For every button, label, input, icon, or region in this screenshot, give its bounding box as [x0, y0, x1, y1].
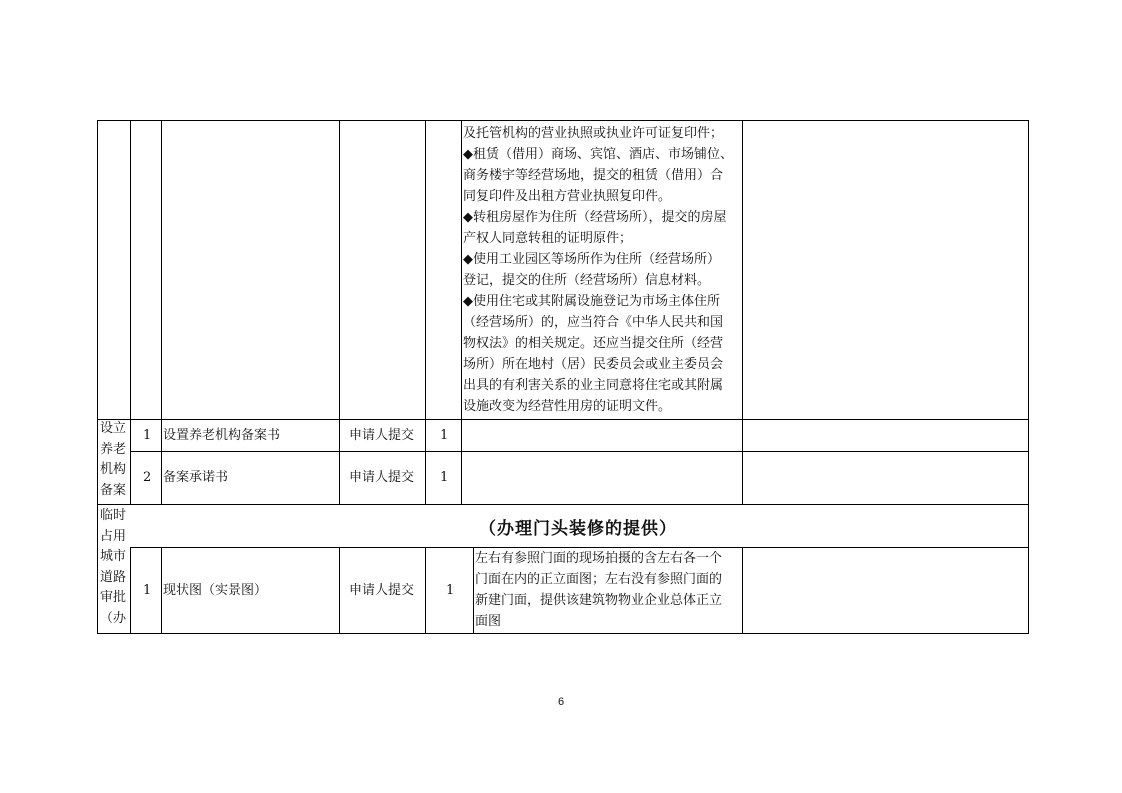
requirement-line: 新建门面，提供该建筑物物业企业总体正立 [475, 593, 723, 608]
requirement-line: 登记，提交的住所（经营场所）信息材料。 [463, 273, 711, 288]
requirement-line: 出具的有利害关系的业主同意将住宅或其附属 [463, 378, 724, 393]
section-name-line: 占用 [99, 528, 126, 544]
requirement-line: ◆使用住宅或其附属设施登记为市场主体住所 [463, 294, 720, 309]
table-bottom-border [97, 633, 1029, 634]
copies-count: 1 [440, 428, 449, 443]
material-source: 申请人提交 [349, 428, 415, 443]
row-number: 1 [143, 428, 152, 443]
col-border-e2 [473, 547, 474, 634]
requirement-line: ◆使用工业园区等场所作为住所（经营场所） [463, 252, 720, 267]
section-name-line: 机构 [99, 462, 126, 477]
row-divider-2 [130, 451, 1029, 452]
col-border-b2 [161, 547, 162, 634]
requirement-line: 物权法》的相关规定。还应当提交住所（经营 [463, 336, 724, 351]
col-border-d2 [425, 547, 426, 634]
col-border-c [339, 120, 340, 505]
section-name-line: （办 [99, 610, 126, 626]
requirement-line: 场所）所在地村（居）民委员会或业主委员会 [463, 357, 724, 372]
requirement-line: （经营场所）的，应当符合《中华人民共和国 [463, 315, 724, 330]
section-name-line: 审批 [99, 590, 126, 605]
requirement-line: ◆租赁（借用）商场、宾馆、酒店、市场铺位、 [463, 147, 733, 162]
requirement-line: 商务楼宇等经营场地，提交的租赁（借用）合 [463, 168, 724, 183]
requirement-line: 及托管机构的营业执照或执业许可证复印件； [463, 126, 724, 141]
section-banner: （办理门头装修的提供） [479, 519, 677, 539]
material-name: 设置养老机构备案书 [163, 428, 281, 443]
material-source: 申请人提交 [349, 470, 415, 485]
col-border-d [425, 120, 426, 505]
page-number: 6 [557, 696, 565, 708]
row-number: 1 [143, 583, 152, 598]
row-number: 2 [143, 470, 152, 485]
requirement-line: 设施改变为经营性用房的证明文件。 [463, 399, 672, 414]
copies-count: 1 [446, 583, 455, 598]
requirement-text [475, 548, 722, 632]
col-border-f [742, 120, 743, 505]
requirement-line: 门面在内的正立面图；左右没有参照门面的 [475, 572, 723, 587]
material-name: 现状图（实景图） [163, 583, 268, 598]
row-divider-3 [97, 504, 1029, 505]
col-border-a [130, 120, 131, 505]
section-name-line: 城市 [99, 549, 126, 564]
col-border-a2 [130, 547, 131, 634]
row-divider-1 [97, 419, 1029, 420]
requirement-line: 左右有参照门面的现场拍摄的含左右各一个 [475, 551, 723, 566]
section-name-line: 养老 [99, 441, 126, 457]
col-border-e [461, 120, 462, 505]
material-name: 备案承诺书 [163, 470, 229, 485]
copies-count: 1 [440, 470, 449, 485]
col-border-c2 [339, 547, 340, 634]
section-name-yanglao [97, 419, 129, 501]
section-name-linshi [97, 506, 129, 629]
table-top-border [97, 120, 1029, 121]
col-border-b [161, 120, 162, 505]
requirement-line: ◆转租房屋作为住所（经营场所），提交的房屋 [463, 210, 727, 225]
section-name-line: 备案 [99, 482, 126, 498]
requirement-line: 产权人同意转租的证明原件； [463, 231, 633, 246]
col-border-f2 [742, 547, 743, 634]
requirement-line: 同复印件及出租方营业执照复印件。 [463, 189, 672, 204]
section-name-line: 设立 [99, 421, 126, 436]
material-source: 申请人提交 [349, 583, 415, 598]
col-border-right [1028, 120, 1029, 634]
requirement-line: 面图 [475, 614, 502, 629]
continued-requirements-text [463, 123, 733, 417]
section-name-line: 临时 [99, 508, 126, 523]
section-name-line: 道路 [99, 569, 126, 585]
